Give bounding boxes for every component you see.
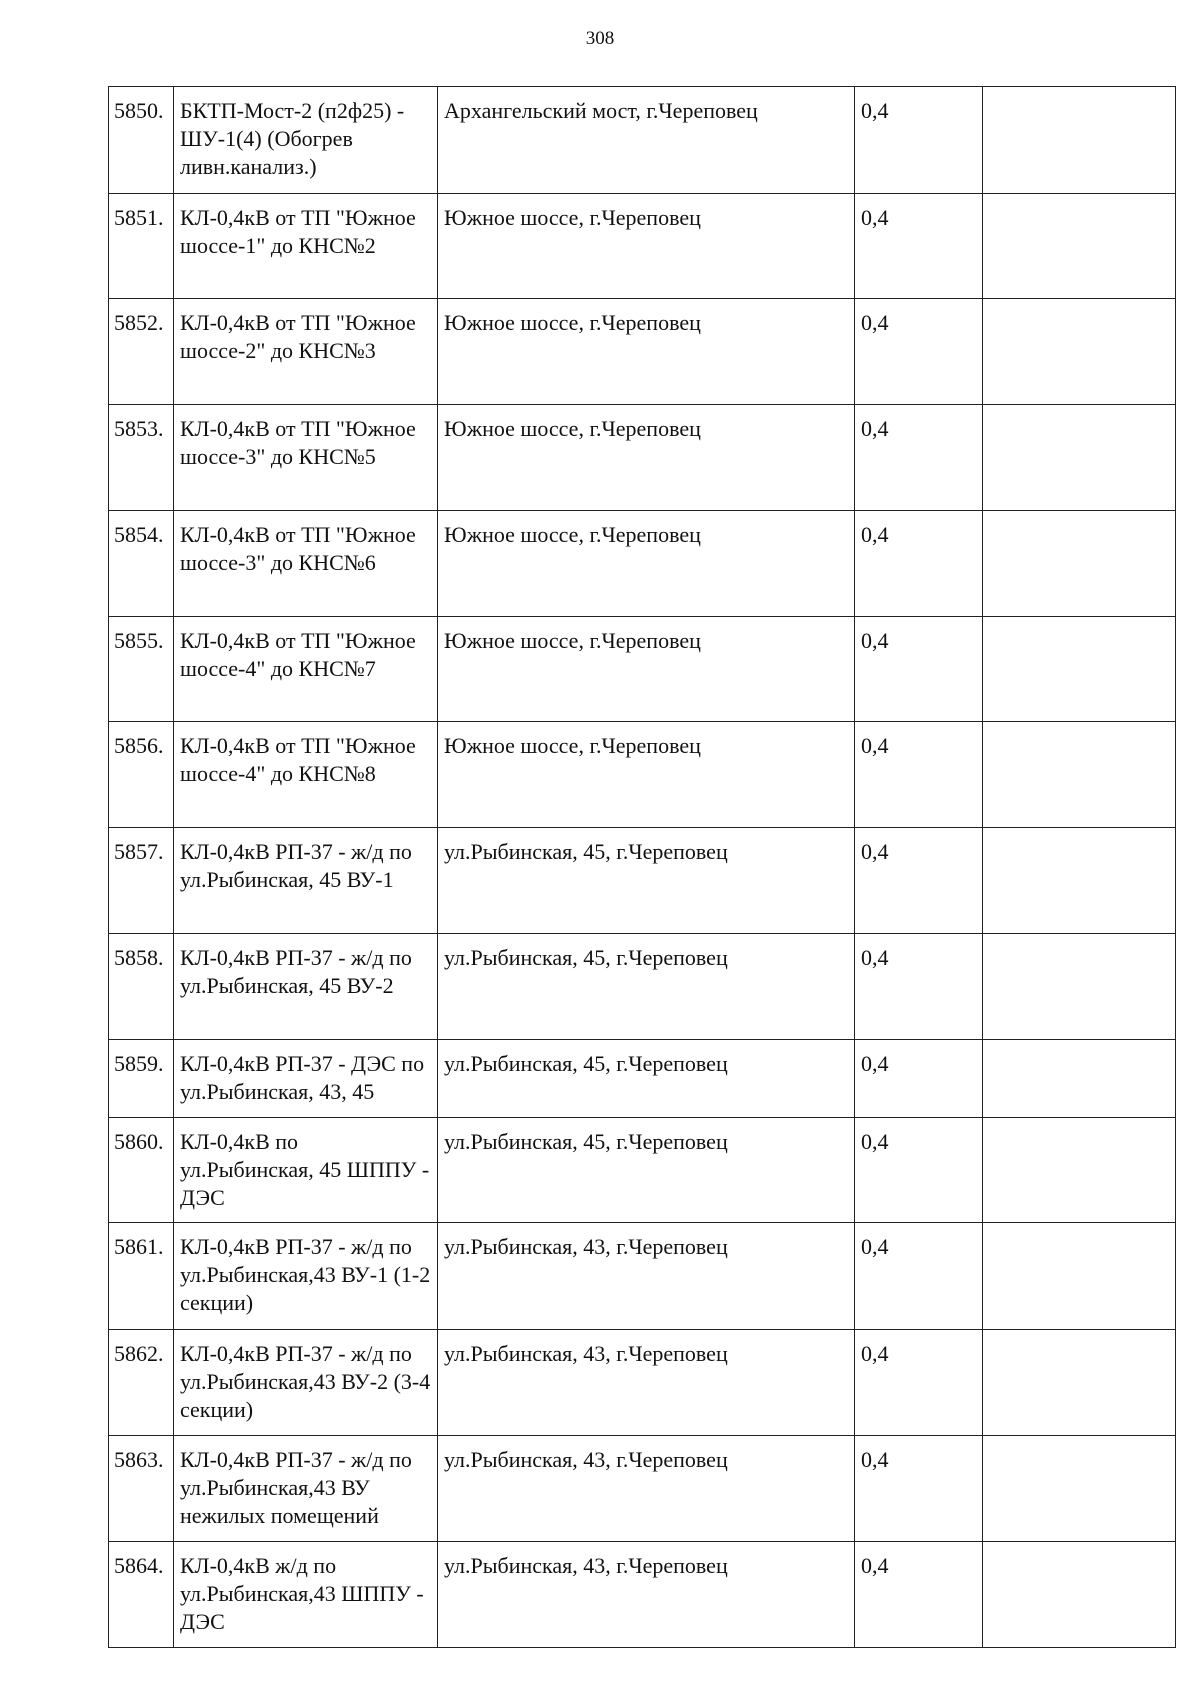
row-number-cell: 5858.	[109, 934, 174, 1040]
empty-cell	[983, 1330, 1176, 1436]
table-row	[109, 828, 1176, 934]
address-cell: ул.Рыбинская, 45, г.Череповец	[438, 1118, 855, 1223]
table-row	[109, 934, 1176, 1040]
table-row	[109, 1542, 1176, 1648]
object-name-cell: КЛ-0,4кВ ж/д по ул.Рыбинская,43 ШППУ - ДЭС	[174, 1542, 438, 1648]
empty-cell	[983, 934, 1176, 1040]
voltage-cell: 0,4	[855, 828, 983, 934]
voltage-cell: 0,4	[855, 405, 983, 511]
object-name-cell: КЛ-0,4кВ от ТП "Южное шоссе-3" до КНС№5	[174, 405, 438, 511]
table-row	[109, 511, 1176, 617]
voltage-cell: 0,4	[855, 934, 983, 1040]
row-number-cell: 5855.	[109, 617, 174, 722]
voltage-cell: 0,4	[855, 1542, 983, 1648]
empty-cell	[983, 828, 1176, 934]
page-number: 308	[585, 28, 615, 49]
row-number-cell: 5852.	[109, 299, 174, 405]
voltage-cell: 0,4	[855, 194, 983, 299]
row-number-cell: 5860.	[109, 1118, 174, 1223]
row-number-cell: 5854.	[109, 511, 174, 617]
voltage-cell: 0,4	[855, 722, 983, 828]
voltage-cell: 0,4	[855, 1040, 983, 1118]
table-row	[109, 1223, 1176, 1330]
address-cell: Южное шоссе, г.Череповец	[438, 722, 855, 828]
empty-cell	[983, 405, 1176, 511]
object-name-cell: КЛ-0,4кВ РП-37 - ДЭС по ул.Рыбинская, 43, 45	[174, 1040, 438, 1118]
empty-cell	[983, 87, 1176, 194]
empty-cell	[983, 511, 1176, 617]
empty-cell	[983, 722, 1176, 828]
object-name-cell: КЛ-0,4кВ от ТП "Южное шоссе-2" до КНС№3	[174, 299, 438, 405]
table-row	[109, 1040, 1176, 1118]
row-number-cell: 5857.	[109, 828, 174, 934]
table-row	[109, 1436, 1176, 1542]
voltage-cell: 0,4	[855, 87, 983, 194]
row-number-cell: 5863.	[109, 1436, 174, 1542]
table-row	[109, 722, 1176, 828]
voltage-cell: 0,4	[855, 617, 983, 722]
address-cell: ул.Рыбинская, 43, г.Череповец	[438, 1330, 855, 1436]
voltage-cell: 0,4	[855, 299, 983, 405]
row-number-cell: 5861.	[109, 1223, 174, 1330]
object-name-cell: КЛ-0,4кВ РП-37 - ж/д по ул.Рыбинская, 45 ВУ-2	[174, 934, 438, 1040]
data-table	[108, 86, 1176, 1648]
table-row	[109, 405, 1176, 511]
row-number-cell: 5864.	[109, 1542, 174, 1648]
empty-cell	[983, 617, 1176, 722]
address-cell: Южное шоссе, г.Череповец	[438, 617, 855, 722]
address-cell: Южное шоссе, г.Череповец	[438, 299, 855, 405]
table-row	[109, 194, 1176, 299]
voltage-cell: 0,4	[855, 1118, 983, 1223]
object-name-cell: КЛ-0,4кВ от ТП "Южное шоссе-4" до КНС№8	[174, 722, 438, 828]
table-row	[109, 87, 1176, 194]
table-row	[109, 1118, 1176, 1223]
address-cell: Южное шоссе, г.Череповец	[438, 511, 855, 617]
row-number-cell: 5859.	[109, 1040, 174, 1118]
empty-cell	[983, 1542, 1176, 1648]
row-number-cell: 5856.	[109, 722, 174, 828]
object-name-cell: КЛ-0,4кВ РП-37 - ж/д по ул.Рыбинская,43 ВУ нежилых помещений	[174, 1436, 438, 1542]
object-name-cell: КЛ-0,4кВ от ТП "Южное шоссе-1" до КНС№2	[174, 194, 438, 299]
table-row	[109, 299, 1176, 405]
object-name-cell: БКТП-Мост-2 (п2ф25) - ШУ-1(4) (Обогрев ливн.канализ.)	[174, 87, 438, 194]
voltage-cell: 0,4	[855, 511, 983, 617]
address-cell: ул.Рыбинская, 45, г.Череповец	[438, 934, 855, 1040]
address-cell: ул.Рыбинская, 43, г.Череповец	[438, 1223, 855, 1330]
object-name-cell: КЛ-0,4кВ от ТП "Южное шоссе-3" до КНС№6	[174, 511, 438, 617]
object-name-cell: КЛ-0,4кВ по ул.Рыбинская, 45 ШППУ - ДЭС	[174, 1118, 438, 1223]
object-name-cell: КЛ-0,4кВ от ТП "Южное шоссе-4" до КНС№7	[174, 617, 438, 722]
address-cell: ул.Рыбинская, 43, г.Череповец	[438, 1436, 855, 1542]
empty-cell	[983, 1436, 1176, 1542]
row-number-cell: 5850.	[109, 87, 174, 194]
row-number-cell: 5851.	[109, 194, 174, 299]
voltage-cell: 0,4	[855, 1223, 983, 1330]
voltage-cell: 0,4	[855, 1436, 983, 1542]
address-cell: ул.Рыбинская, 43, г.Череповец	[438, 1542, 855, 1648]
voltage-cell: 0,4	[855, 1330, 983, 1436]
table-row	[109, 1330, 1176, 1436]
address-cell: Архангельский мост, г.Череповец	[438, 87, 855, 194]
table-row	[109, 617, 1176, 722]
empty-cell	[983, 1118, 1176, 1223]
empty-cell	[983, 1040, 1176, 1118]
empty-cell	[983, 1223, 1176, 1330]
empty-cell	[983, 194, 1176, 299]
address-cell: ул.Рыбинская, 45, г.Череповец	[438, 1040, 855, 1118]
empty-cell	[983, 299, 1176, 405]
address-cell: Южное шоссе, г.Череповец	[438, 194, 855, 299]
row-number-cell: 5862.	[109, 1330, 174, 1436]
address-cell: ул.Рыбинская, 45, г.Череповец	[438, 828, 855, 934]
object-name-cell: КЛ-0,4кВ РП-37 - ж/д по ул.Рыбинская,43 ВУ-1 (1-2 секции)	[174, 1223, 438, 1330]
object-name-cell: КЛ-0,4кВ РП-37 - ж/д по ул.Рыбинская,43 ВУ-2 (3-4 секции)	[174, 1330, 438, 1436]
row-number-cell: 5853.	[109, 405, 174, 511]
address-cell: Южное шоссе, г.Череповец	[438, 405, 855, 511]
object-name-cell: КЛ-0,4кВ РП-37 - ж/д по ул.Рыбинская, 45 ВУ-1	[174, 828, 438, 934]
